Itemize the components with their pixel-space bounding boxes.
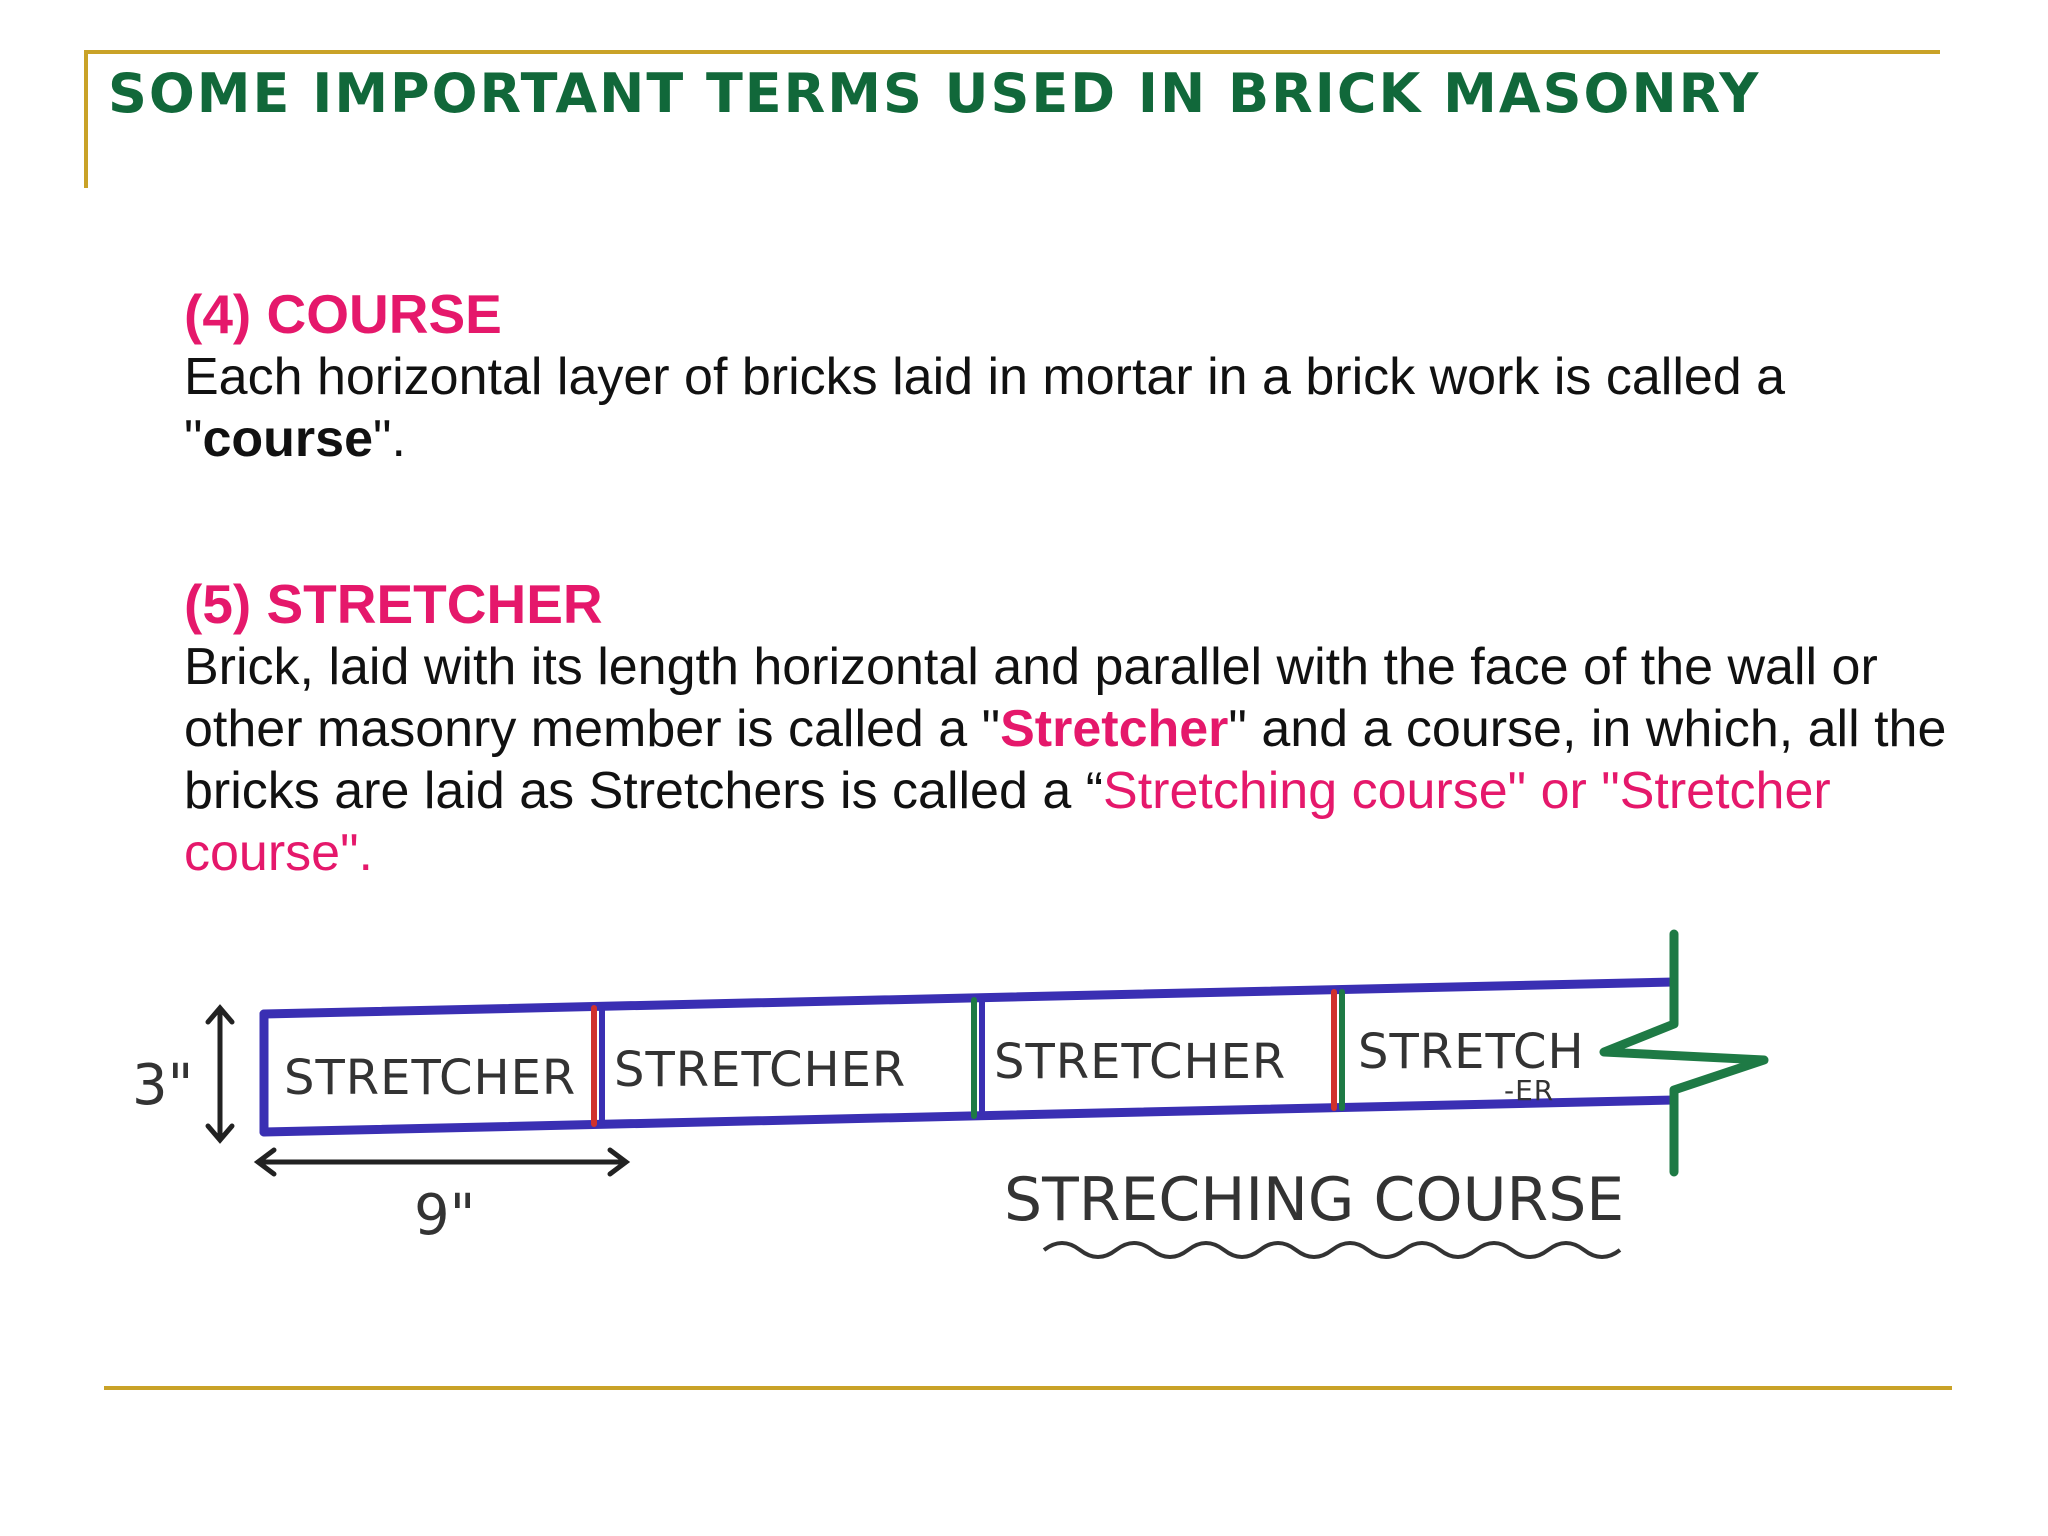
length-label: 9" [414, 1183, 476, 1248]
slide-title: SOME IMPORTANT TERMS USED IN BRICK MASONRY [108, 62, 1761, 125]
section-body-course [184, 346, 1984, 470]
brick-label-3: STRETCHER [994, 1034, 1287, 1090]
section-heading-course: (4) COURSE [184, 283, 502, 345]
stretcher-text-before: Brick, laid with its length horizontal and parallel with the face of the wall or other masonry member is called a " [184, 638, 1878, 758]
stretching-course-term: Stretching course" or "Stretcher course". [184, 762, 1831, 882]
section-stretcher [184, 572, 1984, 884]
stretcher-text-middle: " and a course, in which, all the bricks are laid as Stretchers is called a “ [184, 700, 1947, 820]
break-line [1604, 934, 1764, 1172]
title-frame-top-rule [84, 50, 1940, 54]
course-text-after: ". [373, 410, 406, 468]
course-top-edge [264, 982, 1674, 1014]
brick-label-4-suffix: -ER [1504, 1074, 1555, 1107]
section-heading-stretcher: (5) STRETCHER [184, 573, 603, 635]
caption-underline [1044, 1243, 1620, 1257]
brick-label-4: STRETCH [1358, 1024, 1585, 1080]
stretching-course-diagram [124, 914, 1804, 1274]
section-course [184, 282, 1984, 470]
brick-label-1: STRETCHER [284, 1050, 577, 1106]
diagram-caption: STRECHING COURSE [1004, 1165, 1625, 1235]
course-term: course [202, 410, 373, 468]
height-label: 3" [132, 1053, 194, 1118]
section-body-stretcher [184, 636, 1984, 884]
footer-rule [104, 1386, 1952, 1390]
title-frame-left-rule [84, 50, 88, 188]
course-text-before: Each horizontal layer of bricks laid in mortar in a brick work is called a " [184, 348, 1786, 468]
brick-label-2: STRETCHER [614, 1042, 907, 1098]
stretcher-term: Stretcher [1000, 700, 1229, 758]
